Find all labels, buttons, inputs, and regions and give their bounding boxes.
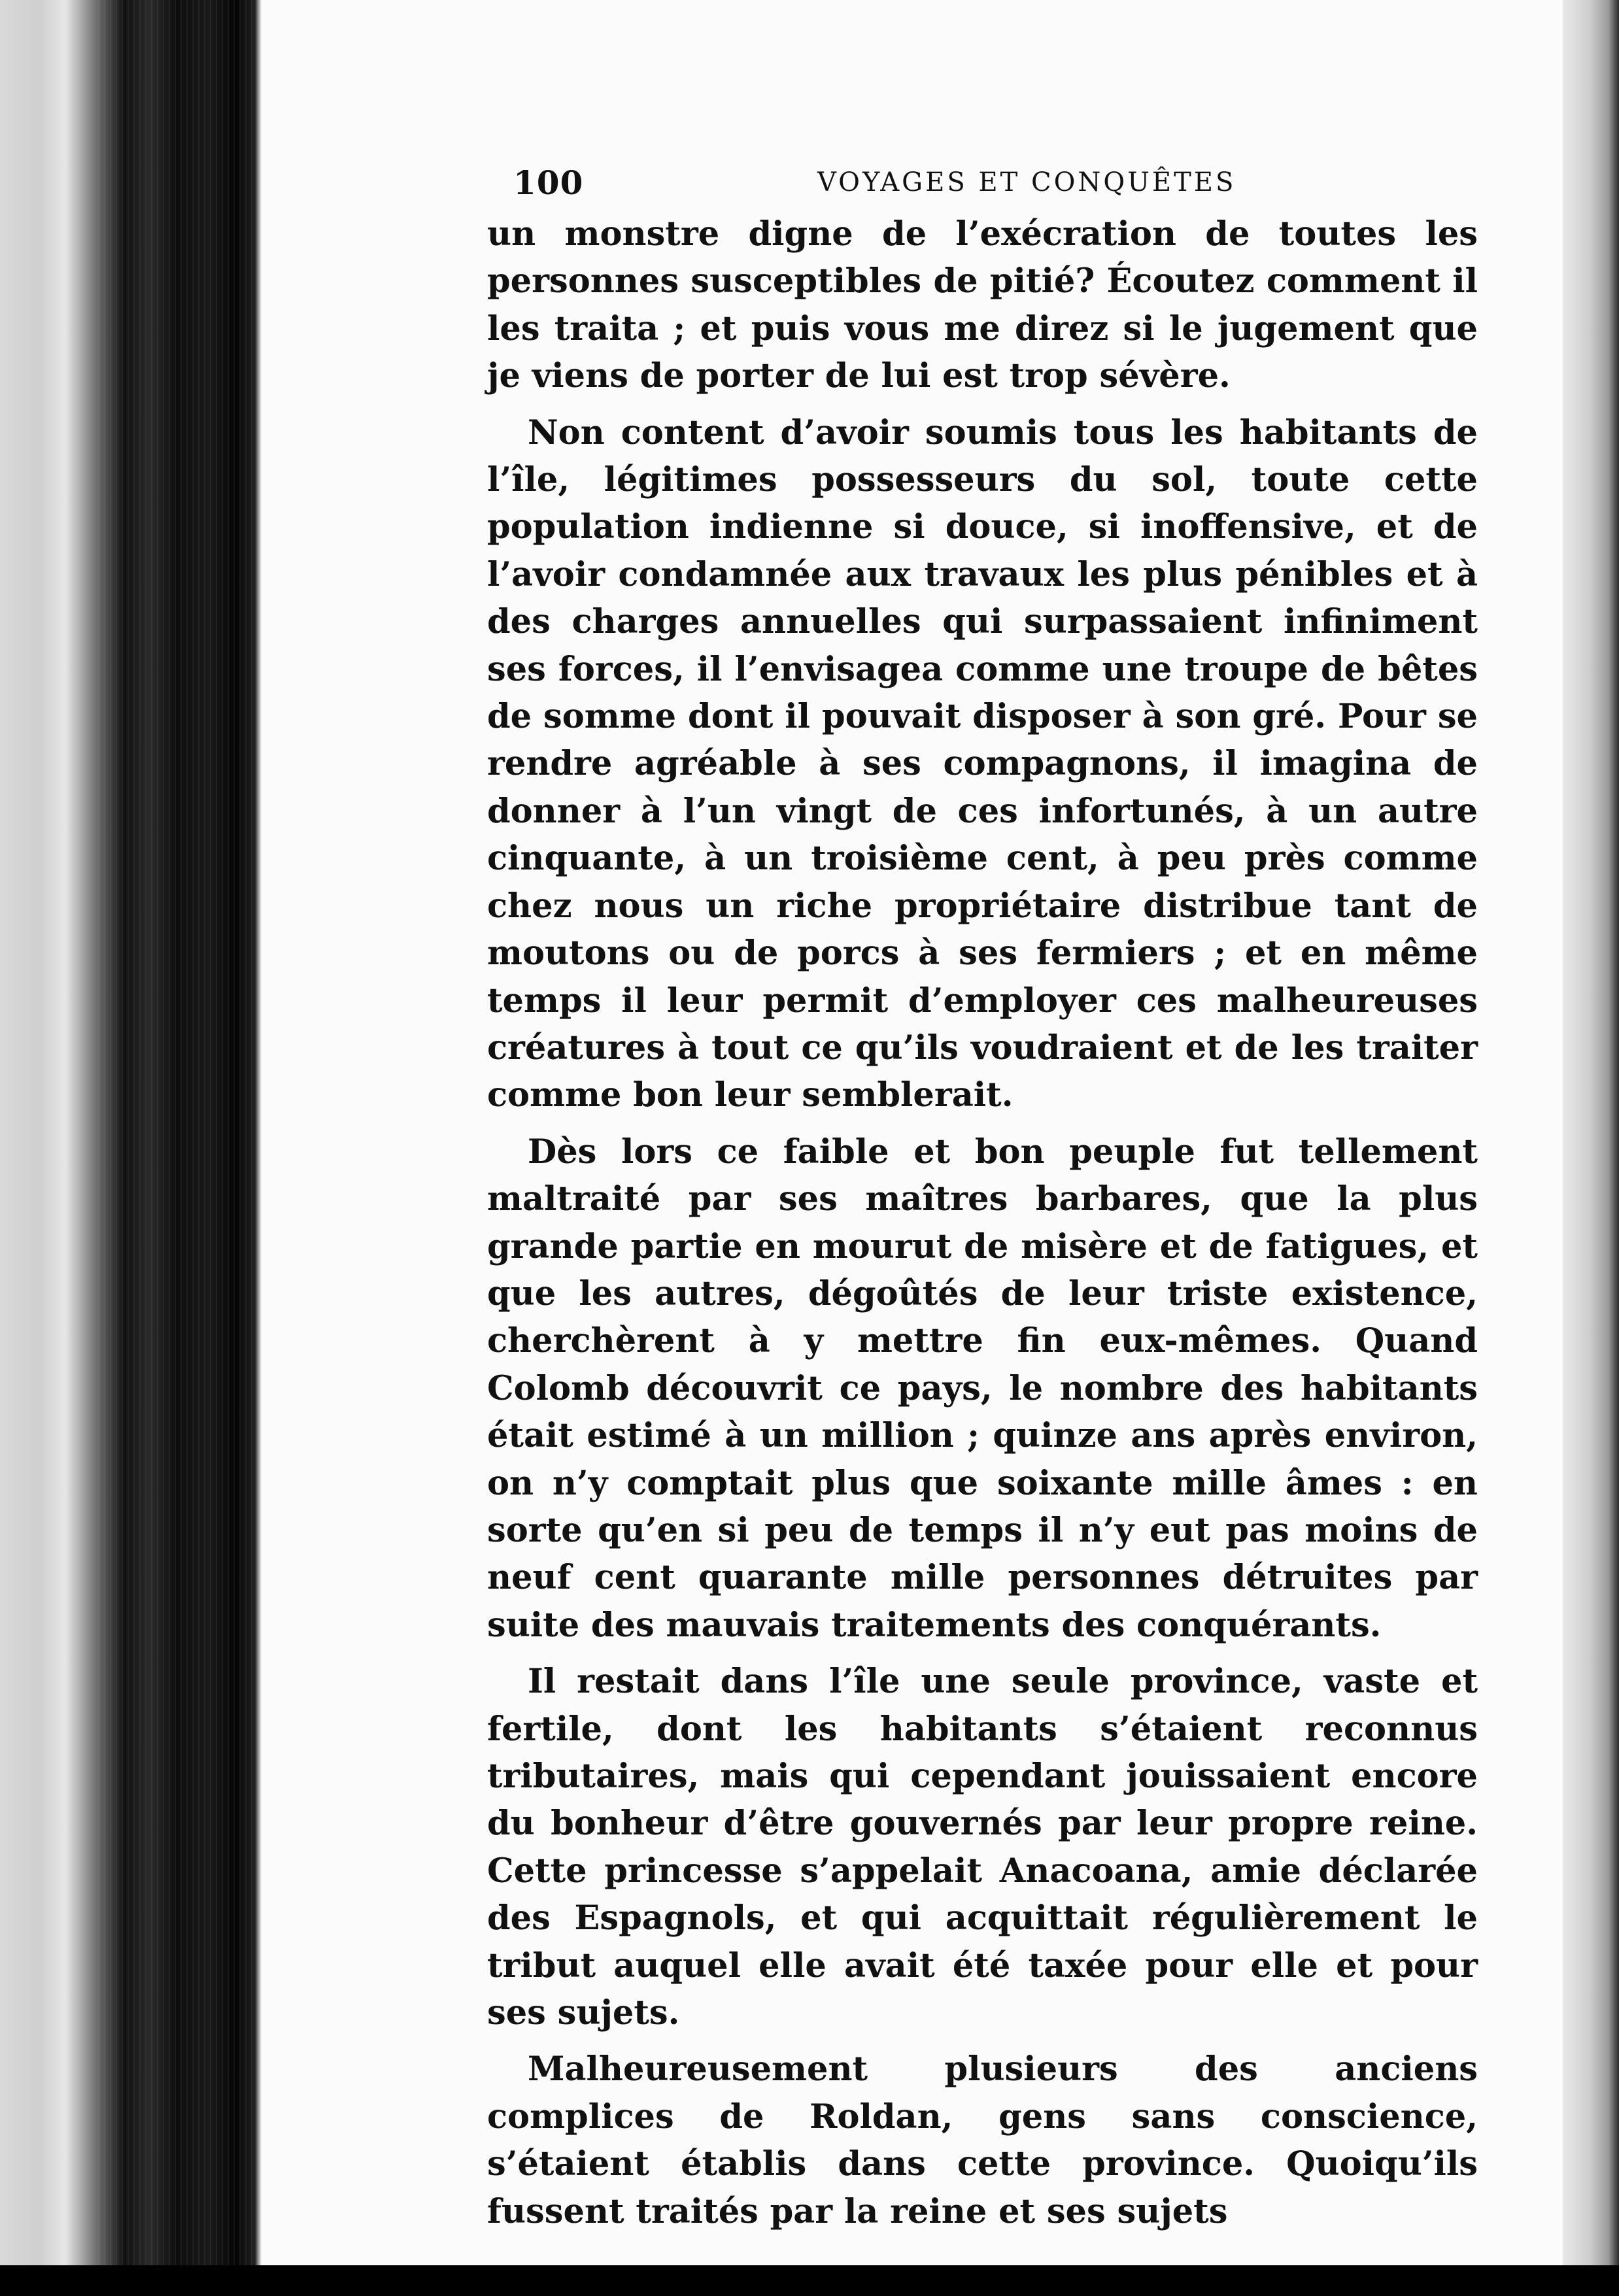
running-title: VOYAGES ET CONQUÊTES — [817, 167, 1236, 197]
paragraph-2: Non content d’avoir soumis tous les habitants de l’île, légitimes possesseurs du sol, toute cette population indienne si douce, si inoffensive, et de l’avoir condamnée aux travaux les plus pénibles et à des charges annuelles qui surpassaient infiniment ses forces, il l’envisagea comme une troupe de bêtes de somme dont il pouvait disposer à son gré. Pour se rendre agréable à ses compagnons, il imagina de donner à l’un vingt de ces infortunés, à un autre cinquante, à un troisième cent, à peu près comme chez nous un riche propriétaire distribue tant de moutons ou de porcs à ses fermiers ; et en même temps il leur permit d’employer ces malheureuses créatures à tout ce qu’ils voudraient et de les traiter comme bon leur semblerait. — [487, 413, 1478, 1115]
paragraph-5: Malheureusement plusieurs des anciens complices de Roldan, gens sans conscience, s’étaient établis dans cette province. Quoiqu’ils fussent traités par la reine et ses sujets — [487, 2050, 1478, 2231]
body-text — [487, 211, 1478, 2235]
paragraph-4: Il restait dans l’île une seule province, vaste et fertile, dont les habitants s’étaient reconnus tributaires, mais qui cependant jouissaient encore du bonheur d’être gouvernés par leur propre reine. Cette princesse s’appelait Anacoana, amie déclarée des Espagnols, et qui acquittait régulièrement le tribut auquel elle avait été taxée pour elle et pour ses sujets. — [487, 1662, 1478, 2033]
page-number: 100 — [513, 163, 584, 202]
right-page-edge — [1563, 0, 1619, 2296]
bottom-edge — [0, 2265, 1619, 2296]
paragraph-1: un monstre digne de l’exécration de toutes les personnes susceptibles de pitié? Écoutez comment il les traita ; et puis vous me direz si le jugement que je viens de porter de lui est trop sévère. — [487, 214, 1478, 396]
paragraph-3: Dès lors ce faible et bon peuple fut tellement maltraité par ses maîtres barbares, que la plus grande partie en mourut de misère et de fatigues, et que les autres, dégoûtés de leur triste existence, cherchèrent à y mettre fin eux-mêmes. Quand Colomb découvrit ce pays, le nombre des habitants était estimé à un million ; quinze ans après environ, on n’y comptait plus que soixante mille âmes : en sorte qu’en si peu de temps il n’y eut pas moins de neuf cent quarante mille personnes détruites par suite des mauvais traitements des conquérants. — [487, 1132, 1478, 1645]
page-edges — [98, 0, 262, 2296]
page-header — [513, 163, 1448, 209]
